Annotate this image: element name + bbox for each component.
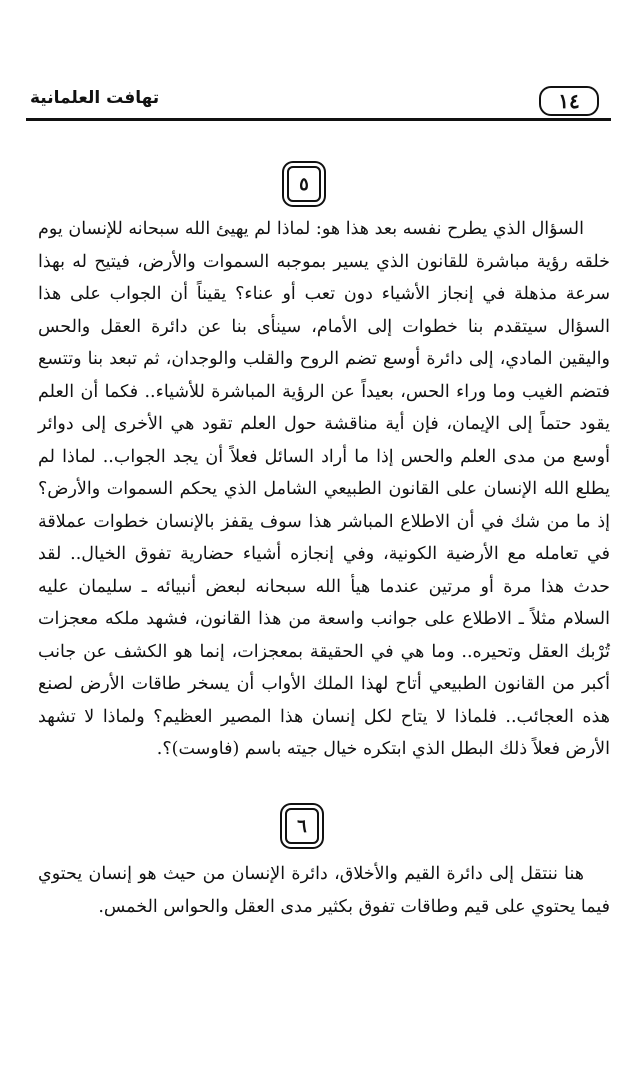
- section-number-5: [287, 166, 321, 202]
- paragraph: السؤال الذي يطرح نفسه بعد هذا هو: لماذا لم يهيئ الله سبحانه للإنسان يوم خلقه رؤية مباشرة للقانون الذي يسير بموجبه السموات والأرض، فيتيح له بهذا سرعة مذهلة في إنجاز الأشياء دون تعب أو عناء؟ يقيناً أن الجواب على هذا السؤال سيتقدم بنا خطوات إلى الأمام، سينأى بنا عن دائرة العقل والحس واليقين المادي، إلى دائرة أوسع تضم الروح والقلب والوجدان، ثم تبعد بنا وتتسع فتضم الغيب وما وراء الحس، بعيداً عن الرؤية المباشرة للأشياء.. فكما أن العلم يقود حتماً إلى الإيمان، فإن أية مناقشة حول العلم تقود هي الأخرى إلى دوائر أوسع من مدى العلم والحس إذا ما أراد السائل فعلاً أن يجد الجواب.. لماذا لم يطلع الله الإنسان على القانون الطبيعي الشامل الذي يحكم السموات والأرض؟ إذ ما من شك في أن الاطلاع المباشر هذا سوف يقفز بالإنسان خطوات عملاقة في تعامله مع الأرضية الكونية، وفي إنجازه أشياء حضارية تفوق الخيال.. لقد حدث هذا مرة أو مرتين عندما هيأ الله سبحانه لبعض أنبيائه ـ سليمان عليه السلام مثلاً ـ الاطلاع على جوانب واسعة من هذا القانون، فشهد ملكه معجزات تُرْبك العقل وتحيره.. وما هي في الحقيقة بمعجزات، إنما هو الكشف عن جانب أكبر من القانون الطبيعي أتاح لهذا الملك الأواب أن يسخر طاقات الأرض لصنع هذه العجائب.. فلماذا لا يتاح لكل إنسان هذا المصير العظيم؟ ولماذا لا تشهد الأرض فعلاً ذلك البطل الذي ابتكره خيال جيته باسم (فاوست)؟.: [38, 219, 610, 759]
- section-5-text: [38, 213, 610, 766]
- page-header: [26, 82, 611, 118]
- header-divider: [26, 118, 611, 121]
- section-number-text: ٥: [299, 173, 309, 195]
- section-6-text: [38, 858, 610, 923]
- page-number: [539, 86, 599, 116]
- running-title: تهافت العلمانية: [30, 88, 160, 108]
- paragraph: هنا ننتقل إلى دائرة القيم والأخلاق، دائرة الإنسان من حيث هو إنسان يحتوي فيما يحتوي على قيم وطاقات تفوق بكثير مدى العقل والحواس الخمس.: [38, 864, 610, 917]
- section-number-6: [285, 808, 319, 844]
- section-number-text: ٦: [297, 815, 307, 837]
- page-number-text: ١٤: [558, 89, 580, 113]
